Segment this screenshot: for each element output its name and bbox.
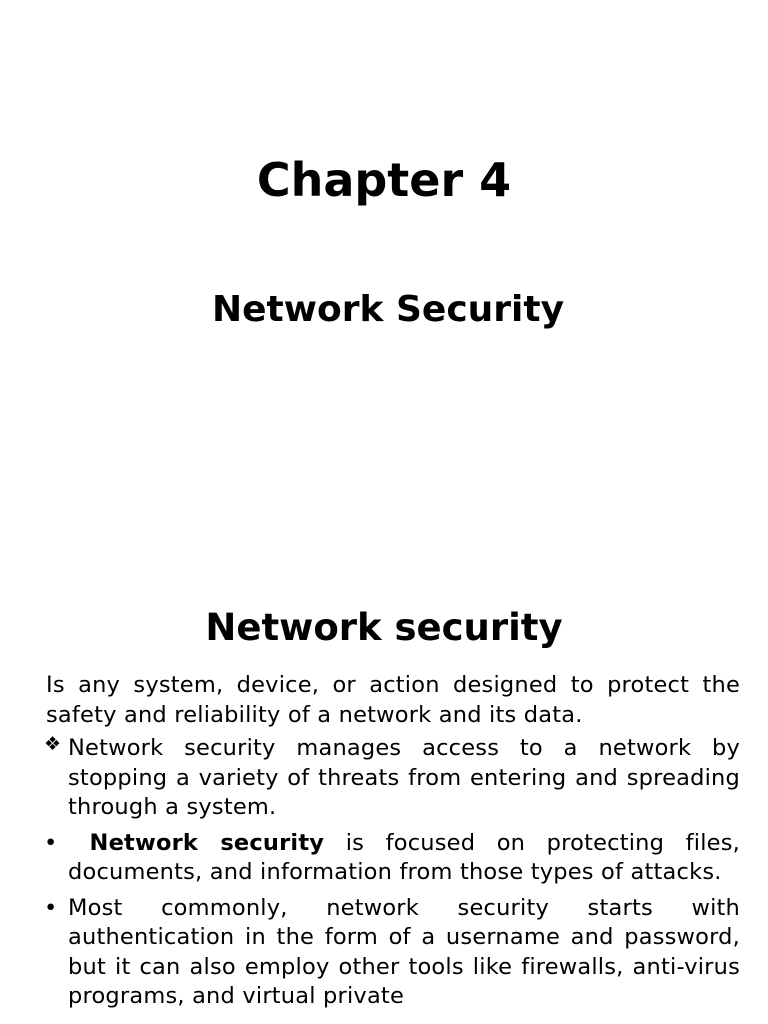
bullet-text: Network security manages access to a network by stopping a variety of threats from entering and spreading through a system.	[68, 735, 740, 820]
bullet-bold-term: Network security	[89, 829, 325, 856]
bullet-item	[46, 734, 740, 823]
slide-body	[46, 671, 740, 1018]
bullet-text: is focused on protecting files, documents, and information from those types of attacks.	[68, 829, 741, 885]
diamond-bullet-icon: ❖	[44, 733, 62, 755]
dot-bullet-icon: •	[44, 894, 58, 921]
chapter-title: Chapter 4	[256, 153, 512, 207]
dot-bullet-icon: •	[44, 829, 58, 856]
bullet-item	[46, 829, 740, 888]
content-slide	[0, 576, 768, 1024]
chapter-subtitle: Network Security	[212, 289, 565, 330]
bullet-item	[46, 894, 740, 1012]
bullet-text: Most commonly, network security starts with authentication in the form of a username and password, but it can also employ other tools like firewalls, anti-virus programs, and virtual private	[68, 894, 740, 1009]
intro-paragraph: Is any system, device, or action designed to protect the safety and reliability of a network and its data.	[46, 672, 740, 728]
slide-title: Network security	[205, 606, 563, 649]
